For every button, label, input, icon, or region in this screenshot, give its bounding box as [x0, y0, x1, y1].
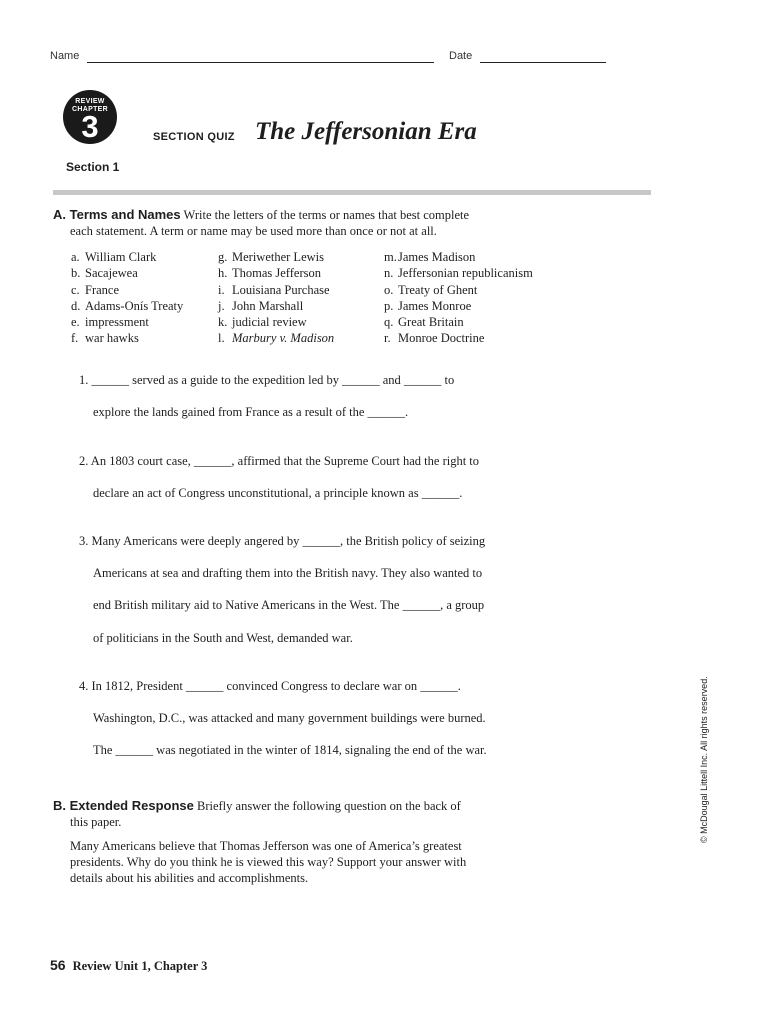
- footer-text: Review Unit 1, Chapter 3: [72, 959, 208, 973]
- part-b-heading: B. Extended Response: [53, 798, 194, 813]
- date-line[interactable]: [480, 62, 606, 63]
- question-4-line-2: Washington, D.C., was attacked and many government buildings were burned.: [93, 711, 486, 725]
- part-b-instructions: [53, 798, 653, 830]
- name-line[interactable]: [87, 62, 434, 63]
- part-b-instruction-line-1: Briefly answer the following question on the back of: [197, 799, 461, 813]
- header-divider: [53, 190, 651, 195]
- term-item: l. Marbury v. Madison: [218, 331, 335, 346]
- term-item: j. John Marshall: [218, 298, 304, 313]
- page-number: 56: [50, 957, 66, 973]
- term-item: r. Monroe Doctrine: [384, 331, 485, 346]
- badge-review-label: REVIEW: [75, 98, 105, 105]
- term-item: q. Great Britain: [384, 315, 464, 330]
- prompt-line: presidents. Why do you think he is viewed this way? Support your answer with: [70, 855, 467, 869]
- term-item: c. France: [71, 282, 120, 297]
- page-footer: [50, 957, 207, 975]
- badge-chapter-label: CHAPTER: [72, 106, 108, 113]
- term-item: a. William Clark: [71, 250, 157, 264]
- question-2-line-1: 2. An 1803 court case, ______, affirmed that the Supreme Court had the right to: [79, 454, 480, 468]
- question-4-line-3: The ______ was negotiated in the winter of 1814, signaling the end of the war.: [93, 743, 487, 757]
- terms-column-1: [71, 249, 183, 347]
- page-title: The Jeffersonian Era: [255, 118, 477, 145]
- term-item: d. Adams-Onís Treaty: [71, 298, 184, 313]
- section-quiz-label: SECTION QUIZ: [153, 131, 235, 143]
- prompt-line: Many Americans believe that Thomas Jefferson was one of America’s greatest: [70, 839, 462, 853]
- part-b-instruction-line-2: this paper.: [70, 815, 122, 829]
- part-a-instructions: [53, 207, 653, 239]
- term-item: b. Sacajewea: [71, 266, 138, 281]
- question-3-line-1: 3. Many Americans were deeply angered by ______, the British policy of seizing: [79, 534, 486, 548]
- term-item: k. judicial review: [218, 315, 307, 330]
- term-item: p. James Monroe: [384, 298, 472, 313]
- question-1-line-2: explore the lands gained from France as a result of the ______.: [93, 405, 409, 419]
- extended-response-prompt: [70, 838, 670, 886]
- terms-column-2: [218, 249, 334, 347]
- name-label: Name: [50, 50, 80, 62]
- term-item: g. Meriwether Lewis: [218, 250, 324, 264]
- part-a-instruction-line-1: Write the letters of the terms or names that best complete: [183, 208, 470, 222]
- term-item: m.James Madison: [384, 250, 476, 264]
- part-a-heading: A. Terms and Names: [53, 207, 181, 222]
- badge-chapter-number: 3: [81, 109, 99, 144]
- term-item: f. war hawks: [71, 331, 139, 346]
- review-chapter-badge: [63, 90, 117, 144]
- term-item: h. Thomas Jefferson: [218, 266, 321, 281]
- copyright-notice: © McDougal Littell Inc. All rights reserved.: [699, 676, 709, 843]
- date-label: Date: [449, 50, 473, 62]
- term-item: n. Jeffersonian republicanism: [384, 266, 533, 281]
- question-4-line-1: 4. In 1812, President ______ convinced Congress to declare war on ______.: [79, 679, 461, 693]
- term-item: i. Louisiana Purchase: [218, 282, 330, 297]
- term-item: e. impressment: [71, 315, 149, 330]
- question-3-line-2: Americans at sea and drafting them into the British navy. They also wanted to: [93, 566, 483, 580]
- part-a-instruction-line-2: each statement. A term or name may be used more than once or not at all.: [70, 224, 437, 238]
- question-1-line-1: 1. ______ served as a guide to the expedition led by ______ and ______ to: [79, 373, 455, 387]
- question-3-line-4: of politicians in the South and West, demanded war.: [93, 631, 353, 645]
- question-3-line-3: end British military aid to Native Americans in the West. The ______, a group: [93, 598, 485, 612]
- term-item: o. Treaty of Ghent: [384, 282, 478, 297]
- prompt-line: details about his abilities and accomplishments.: [70, 871, 309, 885]
- section-label: Section 1: [66, 160, 120, 174]
- question-2-line-2: declare an act of Congress unconstitutional, a principle known as ______.: [93, 486, 463, 500]
- terms-column-3: [384, 249, 533, 347]
